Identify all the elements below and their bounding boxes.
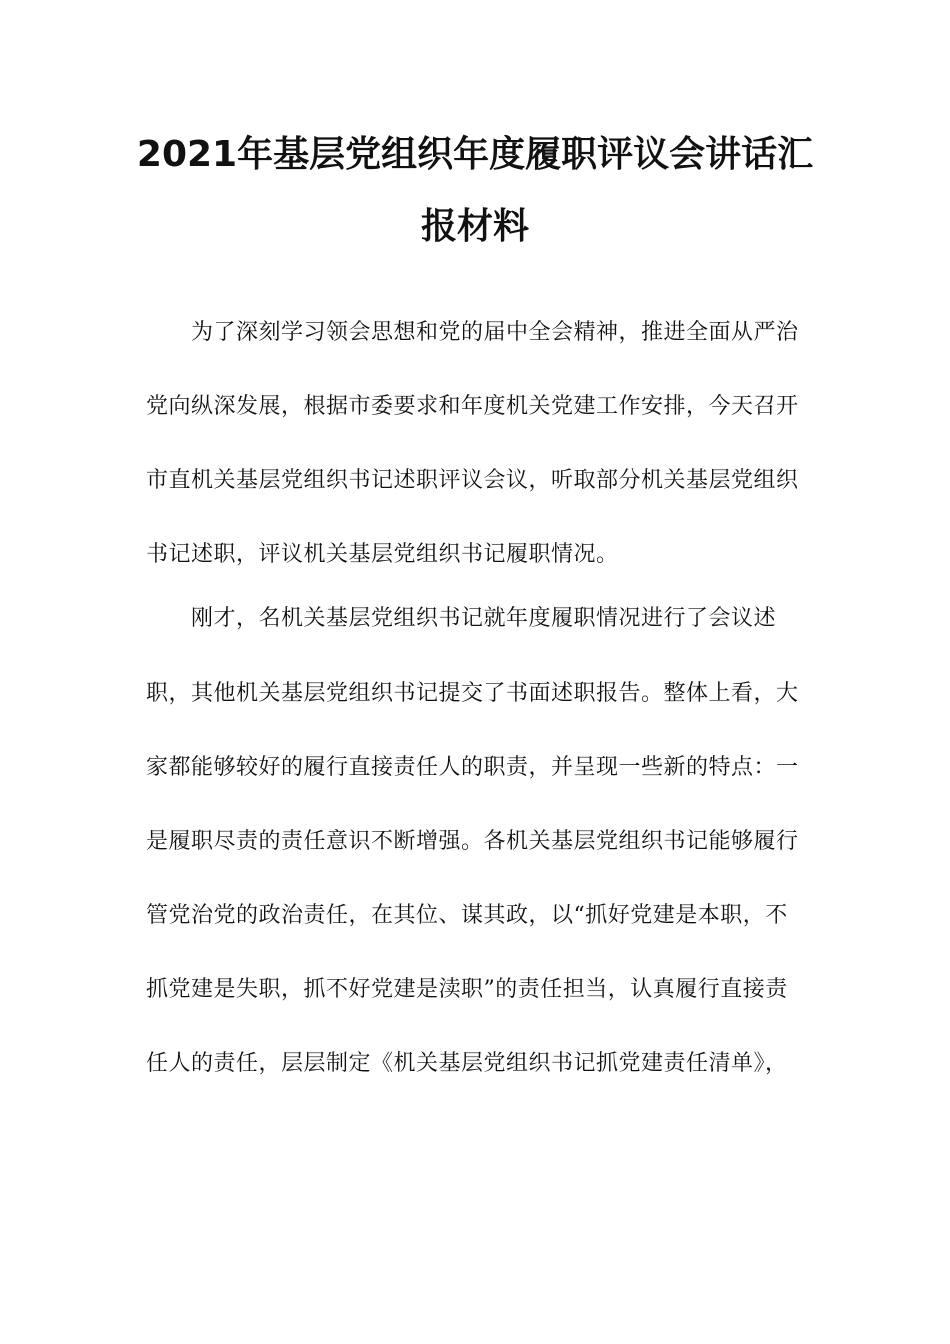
paragraph-2-line-3: 家都能够较好的履行直接责任人的职责，并呈现一些新的特点：一: [146, 755, 799, 780]
paragraph-2-line-1: 刚才，名机关基层党组织书记就年度履职情况进行了会议述: [191, 606, 777, 631]
paragraph-2-line-5: 管党治党的政治责任，在其位、谋其政，以“抓好党建是本职，不: [146, 903, 788, 928]
paragraph-2-line-4: 是履职尽责的责任意识不断增强。各机关基层党组织书记能够履行: [146, 829, 799, 854]
paragraph-1-line-2: 党向纵深发展，根据市委要求和年度机关党建工作安排，今天召开: [146, 394, 799, 419]
paragraph-1-line-1: 为了深刻学习领会思想和党的届中全会精神，推进全面从严治: [191, 320, 799, 345]
paragraph-1-line-3: 市直机关基层党组织书记述职评议会议，听取部分机关基层党组织: [146, 468, 799, 493]
paragraph-2-line-6: 抓党建是失职，抓不好党建是渎职”的责任担当，认真履行直接责: [146, 977, 788, 1002]
document-title-line-2: 报材料: [420, 206, 529, 247]
paragraph-2-line-7: 任人的责任，层层制定《机关基层党组织书记抓党建责任清单》，: [146, 1051, 788, 1076]
paragraph-2-line-2: 职，其他机关基层党组织书记提交了书面述职报告。整体上看，大: [146, 681, 799, 706]
document-title-line-1: 2021年基层党组织年度履职评议会讲话汇: [136, 134, 814, 175]
paragraph-1-line-4: 书记述职，评议机关基层党组织书记履职情况。: [146, 542, 619, 567]
